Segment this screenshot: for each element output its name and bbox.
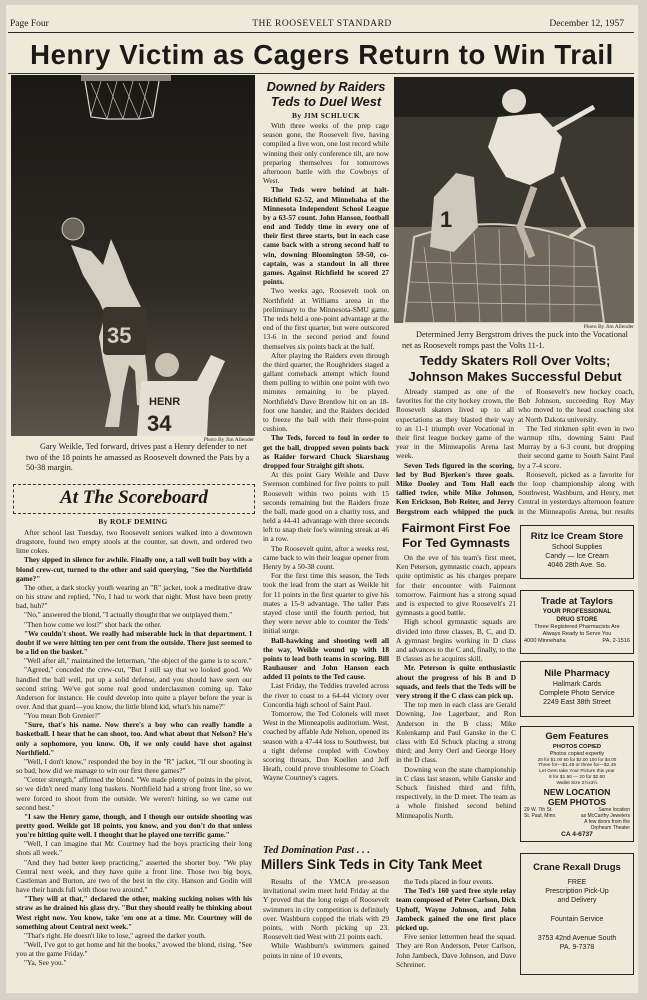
paragraph: High school gymnastic squads are divided into three classes, B, C, and D. A gymnast begins working in D class and advances to the C and, finally, to the B classes as he acquires skill. xyxy=(396,617,516,664)
taylors-phone: PA. 2-1516 xyxy=(602,638,630,645)
raiders-column xyxy=(263,121,389,846)
paragraph: Already stamped as one of the favorites for the city hockey crown, the Roosevelt skaters lived up to all expectations as they blasted their way to an 11-1 triumph over Vocational in their first league hockey game of the year in the Minneapolis Arena last week. xyxy=(396,387,514,461)
millers-column-2 xyxy=(396,877,516,991)
taylors-address: 4000 Minnehaha xyxy=(524,638,566,645)
skaters-column-2 xyxy=(518,387,634,517)
masthead xyxy=(6,19,638,31)
ritz-candy: Candy xyxy=(545,553,566,560)
millers-column-1 xyxy=(263,877,389,991)
paragraph: At this point Gary Weikle and Dave Swenson combined for five points to pull Roosevelt within two points with 15 seconds remaining but the Raiders froze the ball, made good on a charity toss, and held a 44-41 advantage with three seconds left to snap their foe's winning streak at 46 in a row. xyxy=(263,470,389,544)
skaters-title-2: Johnson Makes Successful Debut xyxy=(408,369,622,384)
paragraph: The Teds were behind at halt-Richfield 62-52, and Minnehaha of the Minnesota Independent School League by a 63-57 count. John Hanson, football end and Teddy time in every one of their first three starts, but in each case came back with a strong second half to win, downing Bloomington 59-50, co-captain, was a standout in all three games. Against Richfield he scored 27 points. xyxy=(263,185,389,287)
gem-addr2: St. Paul, Minn. xyxy=(524,813,557,820)
paragraph: The Teds, forced to foul in order to get the ball, dropped seven points back as Raider forward Chuck Skarshaug dropped four Straight gift shots. xyxy=(263,433,389,470)
scoreboard-byline: By ROLF DEMING xyxy=(98,517,168,526)
paragraph: Tomorrow, the Ted Colonels will meet West in the Minneapolis auditorium. West, coached by affable Ade Nelson, opened its season with a 47-44 loss to Southwest, but a tight defense coupled with Cowboy scoring threats, Don Koellen and Jeff Heath, could prove troublesome to Coach Wayne Courtney's cagers. xyxy=(263,709,389,783)
paragraph: "Ya, See you." xyxy=(24,958,67,968)
gem-line1: PHOTOS COPIED xyxy=(552,744,602,750)
ad-taylors xyxy=(520,590,634,654)
gem-price5: Wallet Size 2½x3½ xyxy=(556,781,598,787)
ted-domination-kicker: Ted Domination Past . . . xyxy=(263,845,370,856)
paragraph: The Roosevelt quint, after a weeks rest, came back to win their league opener from Henry by a 50-38 count. xyxy=(263,543,389,571)
paragraph: "Well, I don't know," responded the boy in the "R" jacket, "If our shooting is so bad, how did we manage to win our first three games?" xyxy=(16,756,252,776)
crane-name: Crane Rexall Drugs xyxy=(533,862,621,873)
crane-line2: Prescription Pick-Up xyxy=(545,888,609,895)
ad-nile xyxy=(520,661,634,717)
paragraph: of Roosevelt's new hockey coach, Bob Johnson, succeeding Roy May who moved to the head coaching slot at North Dakota university. xyxy=(518,387,634,424)
nile-address: 2249 East 38th Street xyxy=(543,699,611,706)
left-photo-caption: Gary Weikle, Ted forward, drives past a Henry defender to net two of the 18 points he amassed as Roosevelt downed the Pats by a 50-38 margin. xyxy=(26,442,250,472)
skaters-title-1: Teddy Skaters Roll Over Volts; xyxy=(419,353,611,368)
issue-date: December 12, 1957 xyxy=(549,19,624,29)
gem-brand: GEM PHOTOS xyxy=(547,797,607,808)
gymnasts-column xyxy=(396,553,516,841)
skaters-column-1 xyxy=(396,387,514,517)
paragraph: Five senior lettermen head the squad. They are Ron Anderson, Peter Carlson, John Jambeck, Dave Johnson, and Dave Schreiner. xyxy=(396,932,516,969)
paragraph: "Well after all," maintained the letterman, "the object of the game is to score." xyxy=(24,656,252,666)
paragraph: On the eve of his team's first meet, Ken Peterson, gymnastic coach, appears quite optimistic as his charges prepare for their encounter with Fairmont tomorrow. Fairmont has a strong squad and is expected to give Roosevelt's 21 gymnasts a good battle. xyxy=(396,553,516,618)
masthead-rule xyxy=(8,32,634,33)
taylors-contact xyxy=(521,637,633,645)
gem-name: Gem Features xyxy=(545,731,609,742)
raiders-title-1: Downed by Raiders xyxy=(266,79,386,94)
gem-right2: as McCarthy Jewelers xyxy=(580,813,630,820)
ad-ritz xyxy=(520,525,634,579)
ritz-icecream: Ice Cream xyxy=(576,553,609,560)
paragraph: Ball-hawking and shooting well all the way, Weikle wound up with 18 points to lead both teams in scoring. Bill Rauhauser and John Hanson each added 11 points to the Ted cause. xyxy=(263,635,389,682)
page-number: Page Four xyxy=(10,19,49,29)
paragraph: Mr. Peterson is quite enthusiastic about the progress of his B and D squads, and feels that the Teds will be very strong if the C class can pick up. xyxy=(396,663,516,701)
ritz-name: Ritz Ice Cream Store xyxy=(530,531,624,542)
gem-price4: 8 for $1.50 — 20 for $2.50 xyxy=(548,775,605,781)
hockey-photo xyxy=(394,77,634,323)
gymnasts-title-1: Fairmont First Foe xyxy=(401,521,511,535)
paragraph: "Well, I can imagine that Mr. Courtney had the boys practicing their long shots all week." xyxy=(16,839,252,858)
gem-price3: Let Gem take Your Picture this year xyxy=(539,769,615,775)
paragraph: "You mean Bob Grenier?" xyxy=(24,711,101,721)
paragraph: Roosevelt, picked as a favorite for the loop championship along with Southwest, Washburn, and Henry, met Central in yesterdays afternoon feature in the Minneapolis Arena, but results xyxy=(518,469,634,516)
paragraph: They sipped in silence for awhile. Finally one, a tall well built boy with a blond crew-cut, turned to the other and said querying, "See the Northfield game?" xyxy=(16,555,252,583)
paragraph: Two weeks ago, Roosevelt took on Northfield at Williams arena in the preliminary to the Minnesota-SMU game. The teds held a one-point advantage at the end of the first quarter, but were outscored 13-6 in the second period and found themselves six points back at the half. xyxy=(263,286,389,351)
gem-right3: A few doors from the xyxy=(584,819,630,826)
crane-line1: FREE xyxy=(567,879,587,886)
gem-right4: Orpheum Theater xyxy=(590,825,630,832)
hockey-photo-icon xyxy=(394,77,634,323)
paragraph: With three weeks of the prep cage season gone, the Roosevelt five, having compiled a five won, one lost record while winning their only conference tilt, are now preparing themselves for tomorrows afternoon battle with the Cowboys of West. xyxy=(263,121,389,186)
crane-line3: and Delivery xyxy=(557,897,597,904)
ad-gem xyxy=(520,726,634,842)
millers-headline: Millers Sink Teds in City Tank Meet xyxy=(261,857,483,872)
scoreboard-title-box xyxy=(13,484,255,514)
taylors-line3: Three Registered Pharmacists Are xyxy=(534,624,620,630)
paragraph: "That's right. He doesn't like to lose," agreed the darker youth. xyxy=(24,930,206,940)
ad-crane xyxy=(520,853,634,975)
paragraph: "We couldn't shoot. We really had miserable luck in that department. I doubt if we were hitting ten per cent from the outside. There just seemed to be a lid on the basket." xyxy=(16,628,252,657)
gymnasts-headline xyxy=(394,521,518,551)
headline-rule xyxy=(8,73,634,74)
scoreboard-column xyxy=(16,528,252,990)
basketball-photo xyxy=(11,75,255,436)
ritz-line1: School Supplies xyxy=(551,544,603,551)
paragraph: After school last Tuesday, two Roosevelt seniors walked into a downtown drugstore, found two empty stools at the counter, sat down, and ordered two lime cokes. xyxy=(16,528,252,556)
crane-line4: Fountain Service xyxy=(550,916,604,923)
gem-price1: 20 for $1.00 50 for $2.00 100 for $4.00 xyxy=(537,757,617,763)
paragraph: Seven Teds figured in the scoring, led by Bud Bjerken's three goals. Mike Dooley and Tom Hall each tallied twice, while Mike Johnson, Ken Erickson, Bob Reiter, and Jerry Bergstrom each whipped the puck xyxy=(396,460,514,516)
paragraph: "Agreed," conceded the crew-cut, "But I still say that we looked good. We handled the ball well, put up a solid defense, and you should have seen our second string. We've got some real good underclassmen coming up. Take Anderson for instance. He could develop into quite a player before the year is over. And that guard—you know, the little blond kid, what's his name?" xyxy=(16,665,252,711)
paragraph: The Ted's 160 yard free style relay team composed of Peter Carlson, Dick Uphoff, Wayne Johnson, and John Jambeck gained the one first place picked up. xyxy=(396,886,516,933)
raiders-title-2: Teds to Duel West xyxy=(270,94,382,109)
paragraph: "Center strength," affirmed the blond. "We made plenty of points in the pivot, so we didn't need many long baskets. Northfield had a strong front line, so we were forced to shoot from the outside. We weren't hitting, so we came out second best." xyxy=(16,775,252,812)
jersey-number-b: 34 xyxy=(147,411,172,436)
paragraph: The Ted rinkmen split even in two warmup tilts, downing Saint Paul Murray by a 6-3 count, but dropping their second game to South Saint Paul by a 7-4 score. xyxy=(518,423,634,470)
paragraph: "No," answered the blond, "I actually thought that we outplayed them." xyxy=(24,610,233,620)
taylors-line1: YOUR PROFESSIONAL xyxy=(542,608,612,615)
gymnasts-title-2: For Ted Gymnasts xyxy=(402,536,510,550)
paragraph: The other, a dark stocky youth wearing an "R" jacket, took a meditative draw on his straw and replied, "No, I had to work that night. Must have been pretty bad, huh?" xyxy=(16,582,252,611)
paragraph: "I saw the Henry game, though, and I though our outside shooting was pretty good. Weikle got 18 points, you know, and you don't do that unless you're hitting quite well. I thought that he played one terrific game." xyxy=(16,811,252,840)
main-headline: Henry Victim as Cagers Return to Win Trail xyxy=(30,39,614,70)
paragraph: "Well, I've got to get home and hit the books," avowed the blond, rising. "See you at the game Friday." xyxy=(16,940,252,959)
paragraph: Last Friday, the Teddies traveled across the river to coast to a 64-44 victory over Concordia high school of Saint Paul. xyxy=(263,681,389,709)
paragraph: "They will at that," declared the other, making sucking noises with his straw as he drained his glass dry. "But they should really be thinking about West right now. You know, take 'em one at a time. Mr. Courtney will do something about Central next week." xyxy=(16,894,252,931)
hockey-jersey: 1 xyxy=(440,207,453,232)
basketball-photo-icon xyxy=(11,75,255,436)
paper-name: THE ROOSEVELT STANDARD xyxy=(252,19,392,29)
right-photo-credit: Photo By Jim Allender xyxy=(583,324,634,330)
gem-price2: Three for—$1.49 or three for—$2.49 xyxy=(538,763,616,769)
nile-line2: Complete Photo Service xyxy=(539,690,615,697)
paragraph: Downing won the state championship in C class last season, while Ganske and Schuck finished third and fifth, respectively, in the D meet. The team as a whole finished second behind Minneapolis North. xyxy=(396,764,516,820)
gem-addr1: 29 W. 7th St. xyxy=(524,807,553,814)
ritz-line2: Candy — Ice Cream xyxy=(545,553,609,560)
gem-address-right xyxy=(581,807,630,831)
gem-phone: CA 4-6737 xyxy=(561,831,593,839)
paragraph: "Sure, that's his name. Now there's a boy who can really handle a basketball. I hear that he can shoot, too. And what about that Nelson? He's only a sophomore, you know. Oh, if we only could have shot against Northfield." xyxy=(16,720,252,757)
gem-address-block xyxy=(521,807,633,831)
paragraph: Results of the YMCA pre-season invitational swim meet held Friday at the Y proved that the long reign of Roosevelt swimmers in city competition is definitely over. Washburn copped the trials with 29 points, with North picking up 23. Roosevelt tied West with 21 points each. xyxy=(263,877,389,942)
paragraph: For the first time this season, the Teds took the lead from the start as Weikle hit for 11 points in the first quarter to give his mates a 15-9 advantage. The taller Pats stayed close until the fourth period, but they were never able to counter the Teds' initial surge. xyxy=(263,571,389,636)
right-photo-caption: Determined Jerry Bergstrom drives the puck into the Vocational net as Roosevelt romps past the Volts 11-1. xyxy=(402,330,628,350)
taylors-line4: Always Ready to Serve You xyxy=(542,630,612,637)
gem-address-left xyxy=(524,807,557,831)
paragraph: The top men in each class are Gerald Downing, Joe Lagerbaur, and Ron Anderson in the B class; Mike Kulenkamp and Paul Ganske in the C class with Ed Schuck placing a strong third; and Jerry Oerl and George Hoey in the D class. xyxy=(396,700,516,765)
paragraph: "Then how come we lost?" shot back the other. xyxy=(24,619,162,629)
raiders-headline xyxy=(261,79,391,109)
taylors-line2: DRUG STORE xyxy=(556,616,598,623)
skaters-headline xyxy=(394,353,636,385)
crane-address: 3753 42nd Avenue South xyxy=(537,935,617,942)
paragraph: the Teds placed in four events. xyxy=(404,877,494,886)
crane-phone: PA. 9-7378 xyxy=(559,944,595,951)
left-photo-credit: Photo By Jim Allender xyxy=(203,437,254,443)
paragraph: "And they had better keep practicing," asserted the shorter boy. "We play Central next week, and they have quite a front line. Those two big boys, Castleman and Burton, are two of the best in the city. Hanson and Godin will have their hands full with those two around." xyxy=(16,857,252,895)
raiders-byline: By JIM SCHLUCK xyxy=(291,111,361,120)
jersey-number-a: 35 xyxy=(107,323,132,348)
nile-name: Nile Pharmacy xyxy=(544,668,610,679)
paragraph: After playing the Raiders even through the third quarter, the Roughriders staged a gallant comeback attempt which found them pulling to within one point with two minutes remaining to be played. Northfield's Dave Brentlow hit on an 18-foot one hander, and the Raiders decided to freeze the ball with their three-point cushion. xyxy=(263,350,389,434)
gem-right1: Same location xyxy=(598,807,630,814)
scoreboard-title: At The Scoreboard xyxy=(60,487,208,508)
taylors-name: Trade at Taylors xyxy=(540,596,614,607)
paragraph: While Washburn's swimmers gained points in nine of 10 events, xyxy=(263,941,389,960)
ritz-address: 4046 28th Ave. So. xyxy=(547,562,607,569)
gem-new-location: NEW LOCATION xyxy=(543,787,611,798)
newspaper-page xyxy=(6,5,638,993)
nile-line1: Hallmark Cards xyxy=(552,681,602,688)
jersey-text-b: HENR xyxy=(149,396,181,408)
gem-line2: Photos copied expertly xyxy=(549,751,605,757)
